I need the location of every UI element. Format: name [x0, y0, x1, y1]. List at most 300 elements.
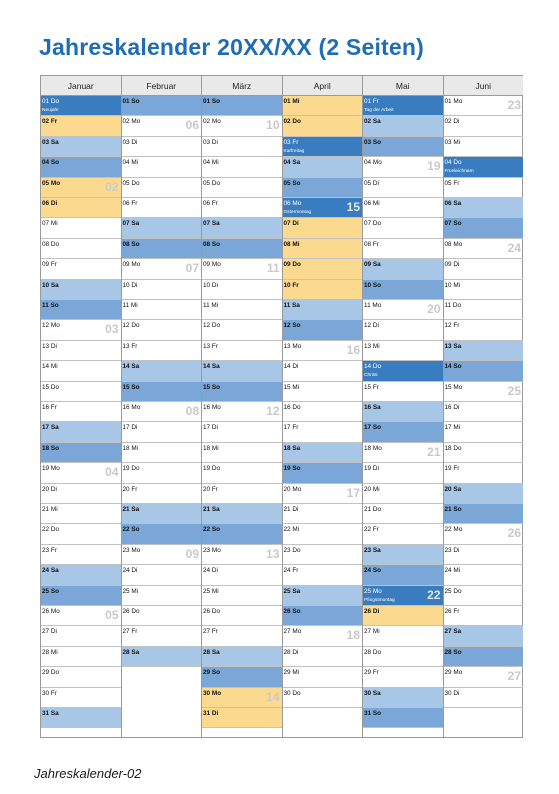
day-label: 02 Do [283, 118, 301, 126]
day-label: 13 Fr [122, 342, 138, 350]
day-label: 02 Di [444, 118, 460, 126]
day-label: 09 Di [444, 261, 460, 269]
day-cell [202, 239, 282, 259]
day-cell [41, 300, 121, 320]
day-label: 23 Fr [42, 546, 57, 554]
day-label: 13 Mi [364, 342, 380, 350]
day-cell [283, 463, 363, 483]
day-label: 14 Mi [42, 363, 58, 371]
day-cell [202, 565, 282, 585]
day-cell [444, 218, 524, 238]
day-label: 17 Sa [42, 424, 59, 432]
day-cell [41, 218, 121, 238]
day-cell [41, 96, 121, 116]
day-label: 20 Mi [364, 485, 380, 493]
day-cell [41, 565, 121, 585]
day-cell [283, 280, 363, 300]
day-cell [444, 647, 524, 667]
day-cell [202, 178, 282, 198]
day-label: 13 Sa [444, 342, 462, 350]
day-label: 20 Fr [122, 485, 138, 493]
day-cell [41, 586, 121, 606]
month-column-mai [363, 76, 444, 737]
day-label: 05 Do [203, 179, 221, 187]
day-cell [41, 239, 121, 259]
day-label: 12 Di [364, 322, 379, 330]
day-cell [122, 320, 202, 340]
day-label: 16 Mo [203, 404, 221, 411]
day-cell [202, 647, 282, 667]
day-cell [202, 198, 282, 218]
day-cell [363, 443, 443, 463]
day-cell [444, 280, 524, 300]
day-cell [444, 565, 524, 585]
day-cell [283, 688, 363, 708]
day-label: 06 Fr [203, 200, 218, 207]
day-label: 06 Mi [364, 200, 380, 207]
week-number: 26 [507, 526, 521, 541]
day-cell [444, 198, 524, 218]
day-cell [41, 402, 121, 422]
day-cell [283, 524, 363, 544]
day-label: 29 So [203, 669, 221, 677]
day-cell [363, 178, 443, 198]
day-cell [202, 484, 282, 504]
day-cell [283, 300, 363, 320]
day-label: 01 So [203, 98, 221, 105]
day-cell [202, 504, 282, 524]
day-cell [363, 463, 443, 483]
day-cell [363, 300, 443, 320]
day-cell [363, 157, 443, 177]
week-number: 25 [507, 383, 521, 398]
week-number: 22 [427, 587, 441, 602]
week-number: 19 [427, 159, 441, 174]
month-column-januar [41, 76, 122, 737]
day-label: 20 Di [42, 485, 57, 493]
day-label: 25 Mi [122, 587, 139, 595]
day-label: 08 Mi [283, 240, 300, 248]
day-label: 21 Mi [42, 506, 58, 513]
day-cell [122, 280, 202, 300]
day-cell [202, 382, 282, 402]
day-cell [283, 320, 363, 340]
day-label: 17 Di [203, 424, 218, 432]
day-label: 30 Mo [203, 689, 222, 697]
day-cell [202, 524, 282, 544]
day-cell [202, 300, 282, 320]
day-label: 03 Mi [444, 138, 461, 146]
day-cell [363, 545, 443, 565]
day-label: 03 Di [122, 138, 138, 146]
day-cell [122, 524, 202, 544]
month-header: Januar [41, 76, 121, 96]
day-label: 04 Mo [364, 159, 382, 167]
day-label: 27 Di [42, 628, 57, 636]
day-label: 28 Do [364, 648, 382, 656]
day-label: 07 So [444, 220, 462, 228]
day-label: 17 Di [122, 424, 138, 432]
day-cell [122, 157, 202, 177]
day-cell [444, 524, 524, 544]
day-label: 15 So [203, 383, 221, 391]
day-label: 25 So [42, 587, 60, 595]
day-label: 22 So [203, 526, 221, 534]
day-label: 26 Do [203, 608, 221, 615]
day-cell [363, 239, 443, 259]
day-cell [122, 116, 202, 136]
day-cell [444, 667, 524, 687]
day-label: 15 Do [42, 383, 60, 391]
day-label: 05 Do [122, 179, 140, 187]
day-label: 24 Mi [444, 567, 461, 575]
day-cell [41, 361, 121, 381]
day-cell [444, 484, 524, 504]
day-label: 30 Di [444, 689, 460, 697]
day-label: 19 Do [203, 465, 221, 473]
day-cell [363, 565, 443, 585]
day-label: 31 Di [203, 710, 219, 717]
week-number: 15 [346, 200, 360, 214]
day-cell [202, 280, 282, 300]
day-label: 28 So [444, 648, 462, 656]
day-cell [283, 116, 363, 136]
day-label: 05 So [283, 179, 301, 187]
day-label: 27 Fr [122, 628, 138, 636]
week-number: 12 [266, 404, 280, 418]
day-label: 07 Do [364, 220, 382, 228]
day-label: 08 So [203, 240, 221, 248]
day-label: 14 Di [283, 363, 299, 371]
week-number: 09 [185, 546, 199, 561]
day-label: 11 Do [444, 302, 462, 309]
day-label: 02 Fr [42, 118, 58, 126]
day-label: 30 Fr [42, 689, 57, 697]
day-cell [122, 96, 202, 116]
day-cell [363, 504, 443, 524]
day-cell [122, 606, 202, 626]
day-cell [202, 586, 282, 606]
day-label: 13 Mo [283, 342, 302, 350]
day-cell [202, 443, 282, 463]
day-label: 25 Mi [203, 587, 219, 595]
day-cell [283, 667, 363, 687]
day-cell [122, 402, 202, 422]
day-cell [444, 586, 524, 606]
day-cell [41, 280, 121, 300]
day-cell [41, 137, 121, 157]
day-label: 04 Do [444, 159, 462, 167]
week-number: 21 [427, 444, 441, 459]
day-label: 08 Fr [364, 240, 379, 248]
day-cell [444, 341, 524, 361]
day-cell [444, 300, 524, 320]
day-cell [122, 198, 202, 218]
day-cell [444, 463, 524, 483]
day-cell [122, 647, 202, 667]
day-cell [41, 116, 121, 136]
day-label: 29 Mo [444, 669, 463, 677]
holiday-label: Tag der Arbeit [364, 108, 394, 113]
day-cell [363, 116, 443, 136]
month-column-märz [202, 76, 283, 737]
week-number: 27 [507, 669, 521, 684]
day-label: 21 Sa [122, 506, 140, 513]
day-cell [41, 157, 121, 177]
day-cell [41, 259, 121, 279]
day-cell [283, 565, 363, 585]
day-label: 12 So [283, 322, 301, 330]
day-label: 02 Mo [203, 118, 221, 126]
day-label: 16 Mo [122, 404, 141, 411]
holiday-label: Christi [364, 373, 378, 379]
day-cell [202, 259, 282, 279]
day-label: 03 Di [203, 138, 218, 146]
day-label: 09 Mo [122, 261, 141, 269]
day-cell [283, 198, 363, 218]
day-label: 10 Fr [283, 281, 299, 289]
day-cell [363, 137, 443, 157]
day-cell [202, 137, 282, 157]
day-label: 13 Di [42, 342, 57, 350]
day-label: 02 Mo [122, 118, 141, 126]
day-label: 07 Sa [203, 220, 220, 228]
day-cell [202, 606, 282, 626]
day-cell [283, 259, 363, 279]
day-cell [41, 198, 121, 218]
day-cell [363, 708, 443, 728]
day-label: 07 Sa [122, 220, 140, 228]
day-cell [202, 402, 282, 422]
day-cell [41, 708, 121, 728]
day-label: 08 Mo [444, 240, 463, 248]
year-calendar-grid [40, 75, 523, 738]
day-cell [363, 402, 443, 422]
month-header: Juni [444, 76, 524, 96]
day-label: 12 Mo [42, 322, 60, 330]
day-label: 04 Mi [122, 159, 139, 167]
day-label: 27 Sa [444, 628, 462, 636]
day-cell [122, 259, 202, 279]
day-cell [122, 137, 202, 157]
day-label: 12 Do [203, 322, 221, 330]
day-cell [202, 463, 282, 483]
day-cell [41, 422, 121, 442]
day-label: 12 Fr [444, 322, 460, 330]
day-label: 23 Mo [122, 546, 141, 554]
week-number: 18 [346, 628, 360, 643]
day-label: 19 Fr [444, 465, 460, 473]
day-label: 25 Do [444, 587, 462, 595]
day-cell [444, 116, 524, 136]
day-label: 23 Sa [364, 546, 381, 554]
day-label: 20 Fr [203, 485, 218, 493]
week-number: 03 [105, 322, 119, 337]
day-label: 21 Do [364, 506, 382, 513]
day-cell [122, 382, 202, 402]
day-label: 22 Do [42, 526, 60, 534]
day-cell [122, 586, 202, 606]
day-label: 04 Sa [283, 159, 301, 167]
day-label: 07 Di [283, 220, 299, 228]
day-label: 24 Di [203, 567, 218, 575]
day-label: 27 Fr [203, 628, 218, 636]
week-number: 06 [185, 118, 199, 133]
day-cell [283, 382, 363, 402]
day-cell [444, 402, 524, 422]
day-cell [444, 545, 524, 565]
day-label: 14 Sa [203, 363, 220, 371]
day-cell [444, 137, 524, 157]
day-label: 19 Di [364, 465, 379, 473]
holiday-label: Neujahr [42, 108, 59, 113]
day-cell [202, 545, 282, 565]
day-cell [363, 96, 443, 116]
day-label: 18 Mi [122, 444, 139, 452]
day-label: 14 So [444, 363, 462, 371]
day-cell [41, 320, 121, 340]
day-cell [444, 504, 524, 524]
week-number: 16 [346, 342, 360, 357]
week-number: 13 [266, 546, 280, 561]
week-number: 02 [105, 179, 119, 194]
day-cell [202, 422, 282, 442]
day-cell [283, 504, 363, 524]
day-cell [202, 341, 282, 361]
day-label: 18 Do [444, 444, 462, 452]
day-cell [41, 667, 121, 687]
day-cell [41, 524, 121, 544]
day-label: 21 Di [283, 506, 299, 513]
day-cell [122, 422, 202, 442]
day-label: 20 Sa [444, 485, 462, 493]
day-cell [122, 484, 202, 504]
day-cell [363, 280, 443, 300]
day-label: 04 So [42, 159, 60, 167]
day-cell [444, 96, 524, 116]
day-cell [283, 443, 363, 463]
day-label: 01 Fr [364, 98, 379, 105]
day-label: 11 Mi [122, 302, 138, 309]
holiday-label: Ostermontag [283, 210, 312, 215]
day-cell [202, 320, 282, 340]
day-cell [283, 96, 363, 116]
day-cell [122, 463, 202, 483]
day-label: 29 Do [42, 669, 60, 677]
day-cell [283, 361, 363, 381]
week-number: 11 [266, 261, 280, 276]
day-label: 06 Di [42, 200, 58, 207]
day-cell [202, 667, 282, 687]
day-label: 25 Mo [364, 587, 382, 595]
day-cell [41, 341, 121, 361]
day-label: 11 Mi [203, 302, 219, 309]
day-cell [363, 667, 443, 687]
day-label: 19 Do [122, 465, 140, 473]
day-cell [283, 606, 363, 626]
day-cell [444, 157, 524, 177]
day-label: 15 Fr [364, 383, 379, 391]
day-cell [202, 218, 282, 238]
month-column-juni [444, 76, 524, 737]
week-number: 08 [185, 404, 199, 418]
month-column-februar [122, 76, 203, 737]
day-label: 10 Mi [444, 281, 461, 289]
day-cell [41, 626, 121, 646]
week-number: 17 [346, 485, 360, 500]
day-cell [363, 688, 443, 708]
day-cell [283, 545, 363, 565]
day-label: 03 So [364, 138, 382, 146]
day-cell [444, 606, 524, 626]
day-cell [122, 218, 202, 238]
day-label: 17 Mi [444, 424, 461, 432]
day-label: 28 Sa [203, 648, 220, 656]
week-number: 04 [105, 465, 119, 480]
week-number: 10 [266, 118, 280, 133]
day-cell [122, 300, 202, 320]
day-label: 27 Mi [364, 628, 380, 636]
day-label: 18 Mi [203, 444, 219, 452]
day-label: 05 Mo [42, 179, 61, 187]
day-cell [202, 361, 282, 381]
day-label: 26 Mo [42, 608, 60, 615]
day-label: 28 Sa [122, 648, 140, 656]
day-label: 18 So [42, 444, 60, 452]
day-cell [444, 320, 524, 340]
day-label: 11 Mo [364, 302, 382, 309]
day-cell [202, 688, 282, 708]
month-column-april [283, 76, 364, 737]
day-label: 26 Fr [444, 608, 460, 615]
day-cell [283, 137, 363, 157]
day-label: 28 Di [283, 648, 299, 656]
day-label: 29 Fr [364, 669, 379, 677]
day-label: 26 Di [364, 608, 380, 615]
day-cell [122, 341, 202, 361]
day-label: 16 Do [283, 404, 301, 411]
day-label: 07 Mi [42, 220, 58, 228]
week-number: 24 [507, 240, 521, 255]
day-label: 10 Di [122, 281, 138, 289]
day-label: 23 Do [283, 546, 301, 554]
day-label: 22 Fr [364, 526, 379, 534]
day-label: 10 Di [203, 281, 218, 289]
day-label: 09 Do [283, 261, 301, 269]
day-cell [283, 484, 363, 504]
day-label: 15 Mi [283, 383, 300, 391]
holiday-label: Pfingstmontag [364, 597, 395, 603]
day-label: 19 So [283, 465, 301, 473]
day-label: 05 Di [364, 179, 379, 187]
day-cell [122, 504, 202, 524]
day-cell [363, 606, 443, 626]
day-label: 03 Sa [42, 138, 59, 146]
day-cell [363, 422, 443, 442]
day-cell [363, 382, 443, 402]
day-label: 30 Do [283, 689, 301, 697]
holiday-label: Karfreitag [283, 148, 305, 154]
week-number: 23 [507, 98, 521, 112]
day-label: 01 Mo [444, 98, 463, 105]
day-label: 03 Fr [283, 138, 299, 146]
day-label: 20 Mo [283, 485, 302, 493]
day-cell [122, 178, 202, 198]
day-label: 08 So [122, 240, 140, 248]
day-cell [444, 178, 524, 198]
day-cell [283, 422, 363, 442]
day-cell [363, 341, 443, 361]
